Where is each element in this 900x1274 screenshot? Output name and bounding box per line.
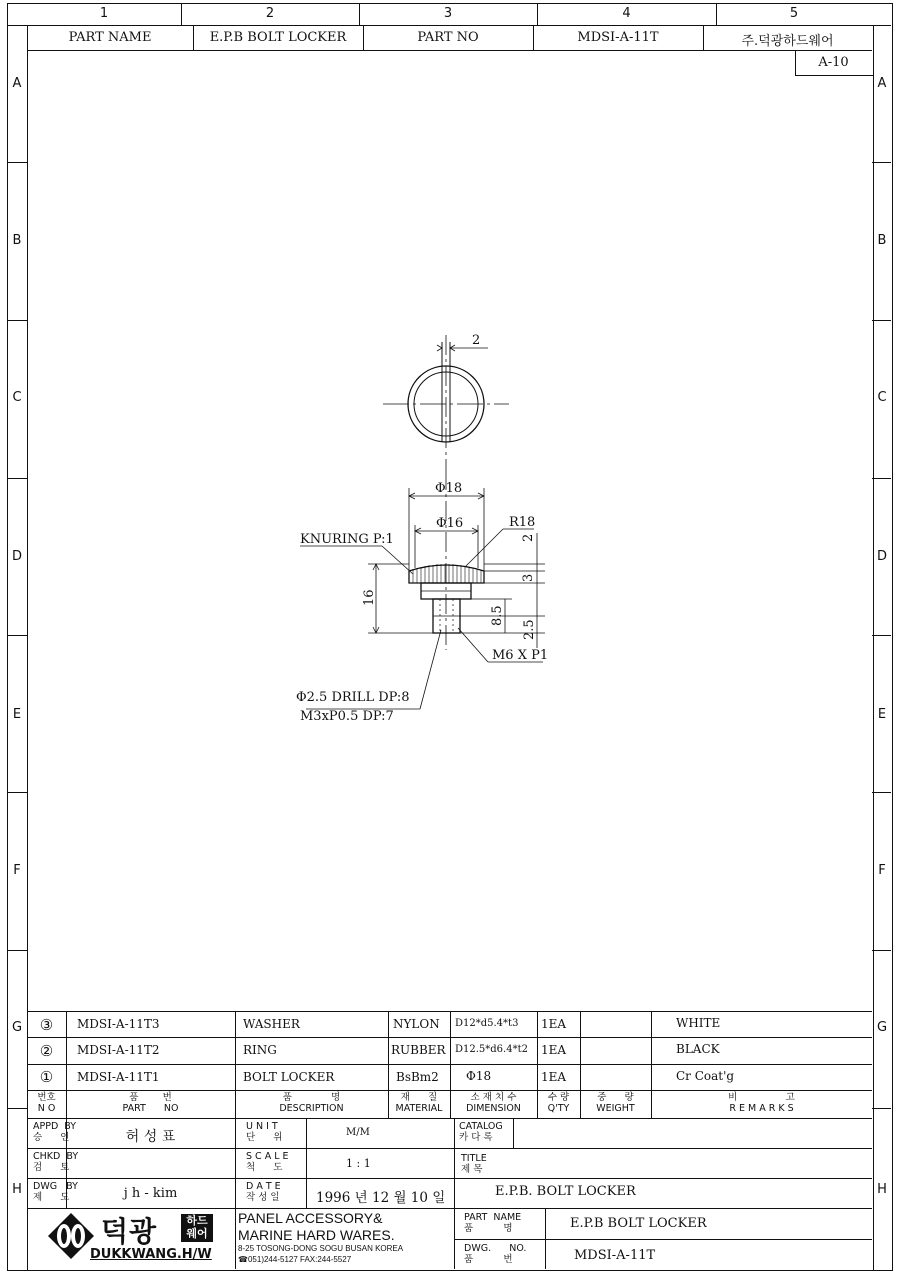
- title-label: TITLE 제 목: [461, 1153, 487, 1175]
- note-thread: M6 X P1: [492, 648, 549, 663]
- bom-desc: WASHER: [243, 1017, 300, 1031]
- logo-line1: PANEL ACCESSORY&: [238, 1210, 383, 1226]
- zone-row-f-right: F: [878, 863, 886, 878]
- logo-phone: ☎051)244-5127 FAX:244-5527: [238, 1255, 352, 1264]
- zone-row-c-right: C: [877, 390, 887, 405]
- header-part-no-label: PART NO: [417, 30, 479, 45]
- logo-english: DUKKWANG.H/W: [90, 1247, 212, 1262]
- zone-col-5: 5: [789, 6, 799, 21]
- bom-part-no: MDSI-A-11T2: [77, 1043, 160, 1057]
- zone-row-f-left: F: [13, 863, 21, 878]
- bom-no: ②: [39, 1042, 54, 1060]
- dim-dia-outer: Φ18: [435, 481, 463, 496]
- date-label: D A T E 작 성 일: [246, 1181, 281, 1203]
- logo-address: 8-25 TOSONG-DONG SOGU BUSAN KOREA: [238, 1244, 404, 1253]
- bom-header-qty: 수 량 Q'TY: [547, 1092, 570, 1114]
- bom-material: NYLON: [393, 1017, 440, 1031]
- dim-2-5: 2.5: [522, 619, 537, 640]
- scale-value: 1 : 1: [346, 1157, 371, 1170]
- header-part-name: E.P.B BOLT LOCKER: [209, 30, 347, 45]
- dwg-by-value: j h - kim: [123, 1186, 178, 1201]
- dim-dia-inner: Φ16: [436, 516, 464, 531]
- bom-no: ③: [39, 1016, 54, 1034]
- title-value: E.P.B. BOLT LOCKER: [495, 1184, 636, 1199]
- slot-width-dim: 2: [472, 333, 481, 348]
- zone-row-a-left: A: [12, 76, 22, 91]
- dim-radius: R18: [509, 515, 536, 530]
- zone-row-d-left: D: [11, 549, 22, 564]
- dwg-by-label: DWG BY 제 도: [33, 1181, 78, 1203]
- bom-qty: 1EA: [541, 1070, 567, 1084]
- bom-remarks: WHITE: [676, 1016, 721, 1030]
- zone-row-a-right: A: [877, 76, 887, 91]
- zone-row-d-right: D: [876, 549, 887, 564]
- dwg-no-value: MDSI-A-11T: [574, 1248, 656, 1263]
- zone-col-4: 4: [622, 6, 631, 21]
- date-value: 1996 년 12 월 10 일: [316, 1190, 446, 1206]
- dim-16: 16: [362, 589, 377, 606]
- bom-dimension: D12.5*d6.4*t2: [455, 1044, 528, 1055]
- logo-emblem: [47, 1212, 95, 1260]
- zone-row-e-left: E: [12, 707, 22, 722]
- bom-header-dimension: 소 재 치 수 DIMENSION: [466, 1092, 521, 1114]
- dim-2: 2: [521, 533, 536, 542]
- chkd-label: CHKD BY 검 토: [33, 1151, 79, 1173]
- zone-row-h-right: H: [877, 1182, 887, 1197]
- header-part-no: MDSI-A-11T: [577, 30, 659, 45]
- bom-header-weight: 중 량 WEIGHT: [596, 1092, 635, 1114]
- logo-line2: MARINE HARD WARES.: [238, 1227, 395, 1243]
- bom-header-part: 품 번 PART NO: [122, 1092, 179, 1114]
- bom-part-no: MDSI-A-11T1: [77, 1070, 160, 1084]
- dim-8-5: 8.5: [490, 605, 505, 626]
- bom-dimension: Φ18: [466, 1069, 492, 1083]
- zone-row-h-left: H: [12, 1182, 22, 1197]
- note-drill-1: Φ2.5 DRILL DP:8: [296, 690, 410, 705]
- bom-qty: 1EA: [541, 1043, 567, 1057]
- zone-row-b-right: B: [877, 233, 887, 248]
- bom-desc: RING: [243, 1043, 277, 1057]
- bom-material: BsBm2: [396, 1070, 439, 1084]
- appd-label: APPD BY 승 인: [33, 1121, 77, 1143]
- bom-remarks: Cr Coat'g: [676, 1069, 735, 1083]
- unit-value: M/M: [346, 1127, 370, 1138]
- zone-col-3: 3: [443, 6, 453, 21]
- logo-badge: 하드 웨어: [181, 1214, 213, 1242]
- note-drill-2: M3xP0.5 DP:7: [300, 709, 394, 724]
- zone-row-b-left: B: [12, 233, 22, 248]
- zone-col-1: 1: [99, 6, 109, 21]
- bom-header-no: 번호 N O: [37, 1092, 56, 1114]
- logo-korean: 덕광: [101, 1215, 158, 1248]
- part-name-label: PART NAME 품 명: [464, 1212, 522, 1234]
- bom-material: RUBBER: [391, 1043, 446, 1057]
- top-view: [383, 335, 509, 470]
- sheet-number: A-10: [818, 55, 849, 70]
- scale-label: S C A L E 척 도: [246, 1151, 289, 1173]
- header-company: 주.덕광하드웨어: [741, 34, 834, 49]
- header-part-name-label: PART NAME: [68, 30, 152, 45]
- front-view: [409, 470, 484, 650]
- zone-col-2: 2: [265, 6, 275, 21]
- bom-header-material: 재 질 MATERIAL: [395, 1092, 443, 1114]
- appd-value: 허 성 표: [125, 1129, 176, 1145]
- note-knurling: KNURING P:1: [300, 532, 394, 547]
- bom-dimension: D12*d5.4*t3: [455, 1018, 519, 1029]
- dim-3: 3: [521, 573, 536, 582]
- part-name-value: E.P.B BOLT LOCKER: [570, 1216, 707, 1231]
- unit-label: U N I T 단 위: [246, 1121, 283, 1143]
- zone-row-g-left: G: [11, 1020, 23, 1035]
- bom-qty: 1EA: [541, 1017, 567, 1031]
- zone-row-c-left: C: [12, 390, 22, 405]
- catalog-label: CATALOG 카 다 록: [459, 1121, 503, 1143]
- bom-header-remarks: 비 고 R E M A R K S: [728, 1092, 795, 1114]
- bom-part-no: MDSI-A-11T3: [77, 1017, 160, 1031]
- bom-no: ①: [39, 1068, 54, 1086]
- bom-desc: BOLT LOCKER: [243, 1070, 335, 1084]
- zone-row-e-right: E: [877, 707, 887, 722]
- zone-row-g-right: G: [876, 1020, 888, 1035]
- bom-header-desc: 품 명 DESCRIPTION: [279, 1092, 344, 1114]
- dwg-no-label: DWG. NO. 품 번: [464, 1243, 527, 1265]
- bom-remarks: BLACK: [676, 1042, 720, 1056]
